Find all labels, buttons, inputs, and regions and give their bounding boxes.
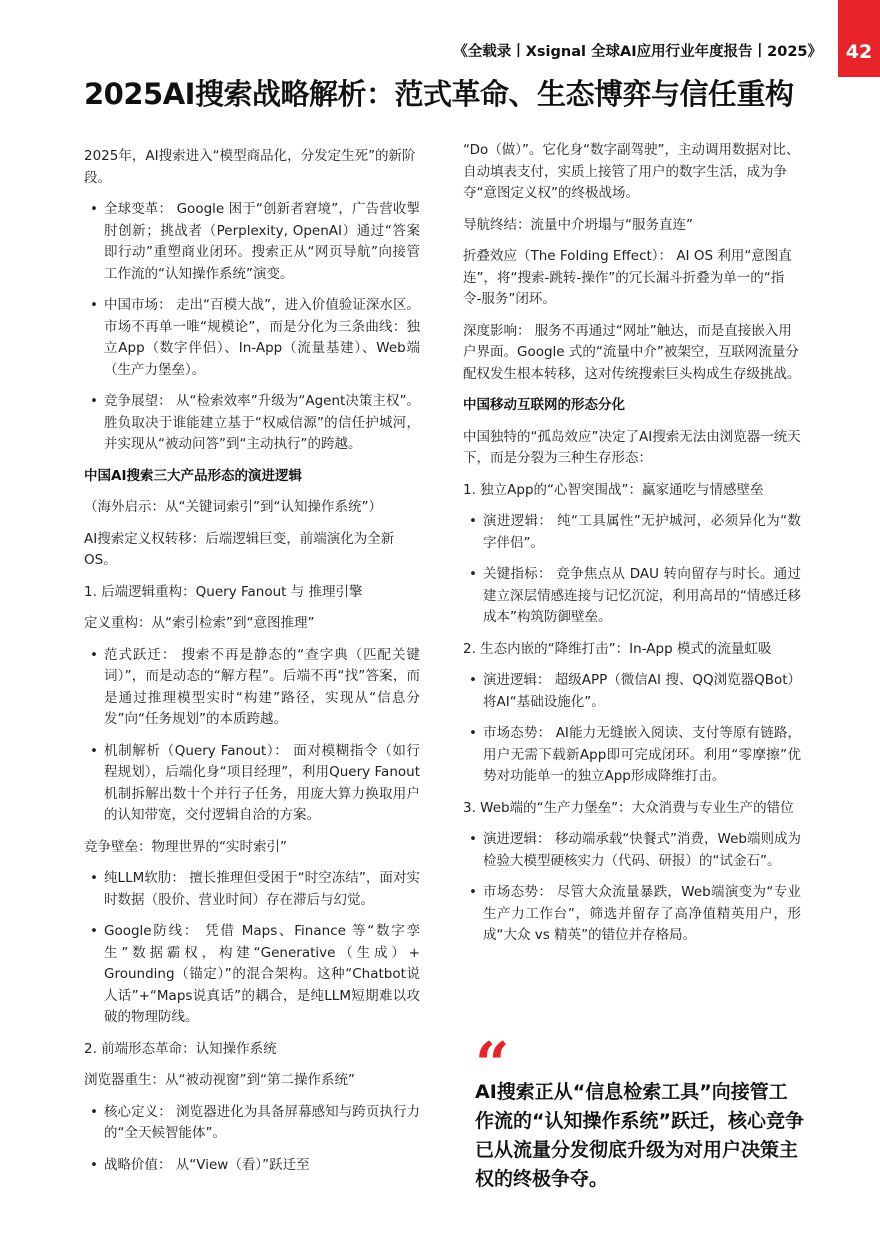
quote-mark-icon: “: [475, 1030, 510, 1100]
list-item: • 演进逻辑： 移动端承载“快餐式”消费，Web端则成为检验大模型硬核实力（代码、研报）的“试金石”。: [463, 829, 801, 872]
list-item: • 竞争展望： 从“检索效率”升级为“Agent决策主权”。胜负取决于谁能建立基于“权威信源”的信任护城河，并实现从“被动问答”到“主动执行”的跨越。: [84, 391, 420, 456]
list-item: • 市场态势： AI能力无缝嵌入阅读、支付等原有链路，用户无需下载新App即可完成闭环。利用“零摩擦”优势对功能单一的独立App形成降维打击。: [463, 723, 801, 788]
page-number-badge: [838, 0, 880, 77]
running-title: 《全载录丨Xsignal 全球AI应用行业年度报告丨2025》: [453, 44, 822, 60]
list-item: • 机制解析（Query Fanout）： 面对模糊指令（如行程规划），后端化身“项目经理”，利用Query Fanout 机制拆解出数十个并行子任务，用庞大算力换取用户的认知带宽，交付逻辑自洽的方案。: [84, 741, 420, 827]
paragraph: 中国独特的“孤岛效应”决定了AI搜索无法由浏览器一统天下，而是分裂为三种生存形态：: [463, 428, 801, 466]
list-item: • 演进逻辑： 超级APP（微信AI 搜、QQ浏览器QBot）将AI“基础设施化”。: [463, 670, 801, 713]
list-item: • 全球变革： Google 困于“创新者窘境”，广告营收掣肘创新；挑战者（Perplexity, OpenAI）通过“答案即行动”重塑商业闭环。搜索正从“网页导航”向接管工作流的“认知操作系统”演变。: [84, 199, 420, 285]
paragraph: 折叠效应（The Folding Effect）： AI OS 利用“意图直连”，将“搜索-跳转-操作”的冗长漏斗折叠为单一的“指令-服务”闭环。: [463, 248, 792, 307]
paragraph: 浏览器重生：从“被动视窗”到“第二操作系统”: [84, 1072, 355, 1088]
section-subtitle: （海外启示：从“关键词索引”到“认知操作系统”）: [84, 499, 382, 515]
intro-bullet-list: [84, 199, 420, 456]
list-item: • 演进逻辑： 纯“工具属性”无护城河，必须异化为“数字伴侣”。: [463, 511, 801, 554]
paragraph: 1. 独立App的“心智突围战”：赢家通吃与情感壁垒: [463, 481, 764, 498]
form1-bullet-list: [463, 511, 801, 629]
list-item: • 中国市场： 走出“百模大战”，进入价值验证深水区。市场不再单一唯“规模论”，而是分化为三条曲线：独立App（数字伴侣）、In-App（流量基建）、Web端（生产力堡垒）。: [84, 295, 420, 381]
paragraph: 1. 后端逻辑重构：Query Fanout 与 推理引擎: [84, 583, 363, 600]
list-item: • 关键指标： 竞争焦点从 DAU 转向留存与时长。通过建立深层情感连接与记忆沉淀，利用高昂的“情感迁移成本”构筑防御壁垒。: [463, 564, 801, 629]
form2-bullet-list: [463, 670, 801, 788]
paragraph: 深度影响： 服务不再通过“网址”触达，而是直接嵌入用户界面。Google 式的“流量中介”被架空，互联网流量分配权发生根本转移，这对传统搜索巨头构成生存级挑战。: [463, 322, 801, 382]
list-item: • 战略价值： 从“View（看）”跃迁至: [84, 1155, 420, 1177]
section-heading: 中国AI搜索三大产品形态的演进逻辑: [84, 467, 302, 484]
paragraph: 定义重构：从“索引检索”到“意图推理”: [84, 615, 315, 631]
pull-quote: AI搜索正从“信息检索工具”向接管工作流的“认知操作系统”跃迁，核心竞争已从流量分发彻底升级为对用户决策主权的终极争夺。: [475, 1081, 804, 1190]
redefine-bullet-list: [84, 645, 420, 827]
paragraph: 3. Web端的“生产力堡垒”：大众消费与专业生产的错位: [463, 799, 794, 816]
list-item: • 核心定义： 浏览器进化为具备屏幕感知与跨页执行力的“全天候智能体”。: [84, 1102, 420, 1145]
moat-bullet-list: [84, 868, 420, 1029]
page-number: 42: [845, 41, 873, 63]
intro-paragraph: 2025年，AI搜索进入“模型商品化，分发定生死”的新阶段。: [84, 148, 416, 186]
left-column: [84, 146, 420, 1186]
right-column: [463, 140, 801, 957]
form3-bullet-list: [463, 829, 801, 947]
paragraph: 2. 生态内嵌的“降维打击”：In-App 模式的流量虹吸: [463, 640, 772, 657]
paragraph: “Do（做）”。它化身“数字副驾驶”，主动调用数据对比、自动填表支付，实质上接管了用户的数字生活，成为争夺“意图定义权”的终极战场。: [463, 142, 800, 201]
list-item: • Google防线： 凭借 Maps、Finance 等“数字孪生”数据霸权，构建“Generative（生成）+ Grounding（锚定）”的混合架构。这种“Chatbot说人话”+“Maps说真话”的耦合，是纯LLM短期难以攻破的物理防线。: [84, 921, 420, 1029]
list-item: • 市场态势： 尽管大众流量暴跌，Web端演变为“专业生产力工作台”，筛选并留存了高净值精英用户，形成“大众 vs 精英”的错位并存格局。: [463, 882, 801, 947]
paragraph: AI搜索定义权转移：后端逻辑巨变，前端演化为全新OS。: [84, 530, 395, 568]
page-title: 2025AI搜索战略解析：范式革命、生态博弈与信任重构: [84, 77, 794, 111]
browser-bullet-list: [84, 1102, 420, 1177]
section-heading: 中国移动互联网的形态分化: [463, 397, 625, 413]
paragraph: 导航终结：流量中介坍塌与“服务直连”: [463, 216, 693, 233]
paragraph: 竞争壁垒：物理世界的“实时索引”: [84, 838, 287, 855]
list-item: • 纯LLM软肋： 擅长推理但受困于“时空冻结”，面对实时数据（股价、营业时间）存在滞后与幻觉。: [84, 868, 420, 911]
paragraph: 2. 前端形态革命：认知操作系统: [84, 1040, 277, 1057]
list-item: • 范式跃迁： 搜索不再是静态的“查字典（匹配关键词）”，而是动态的“解方程”。后端不再“找”答案，而是通过推理模型实时“构建”路径，实现从“信息分发”向“任务规划”的本质跨越。: [84, 645, 420, 731]
